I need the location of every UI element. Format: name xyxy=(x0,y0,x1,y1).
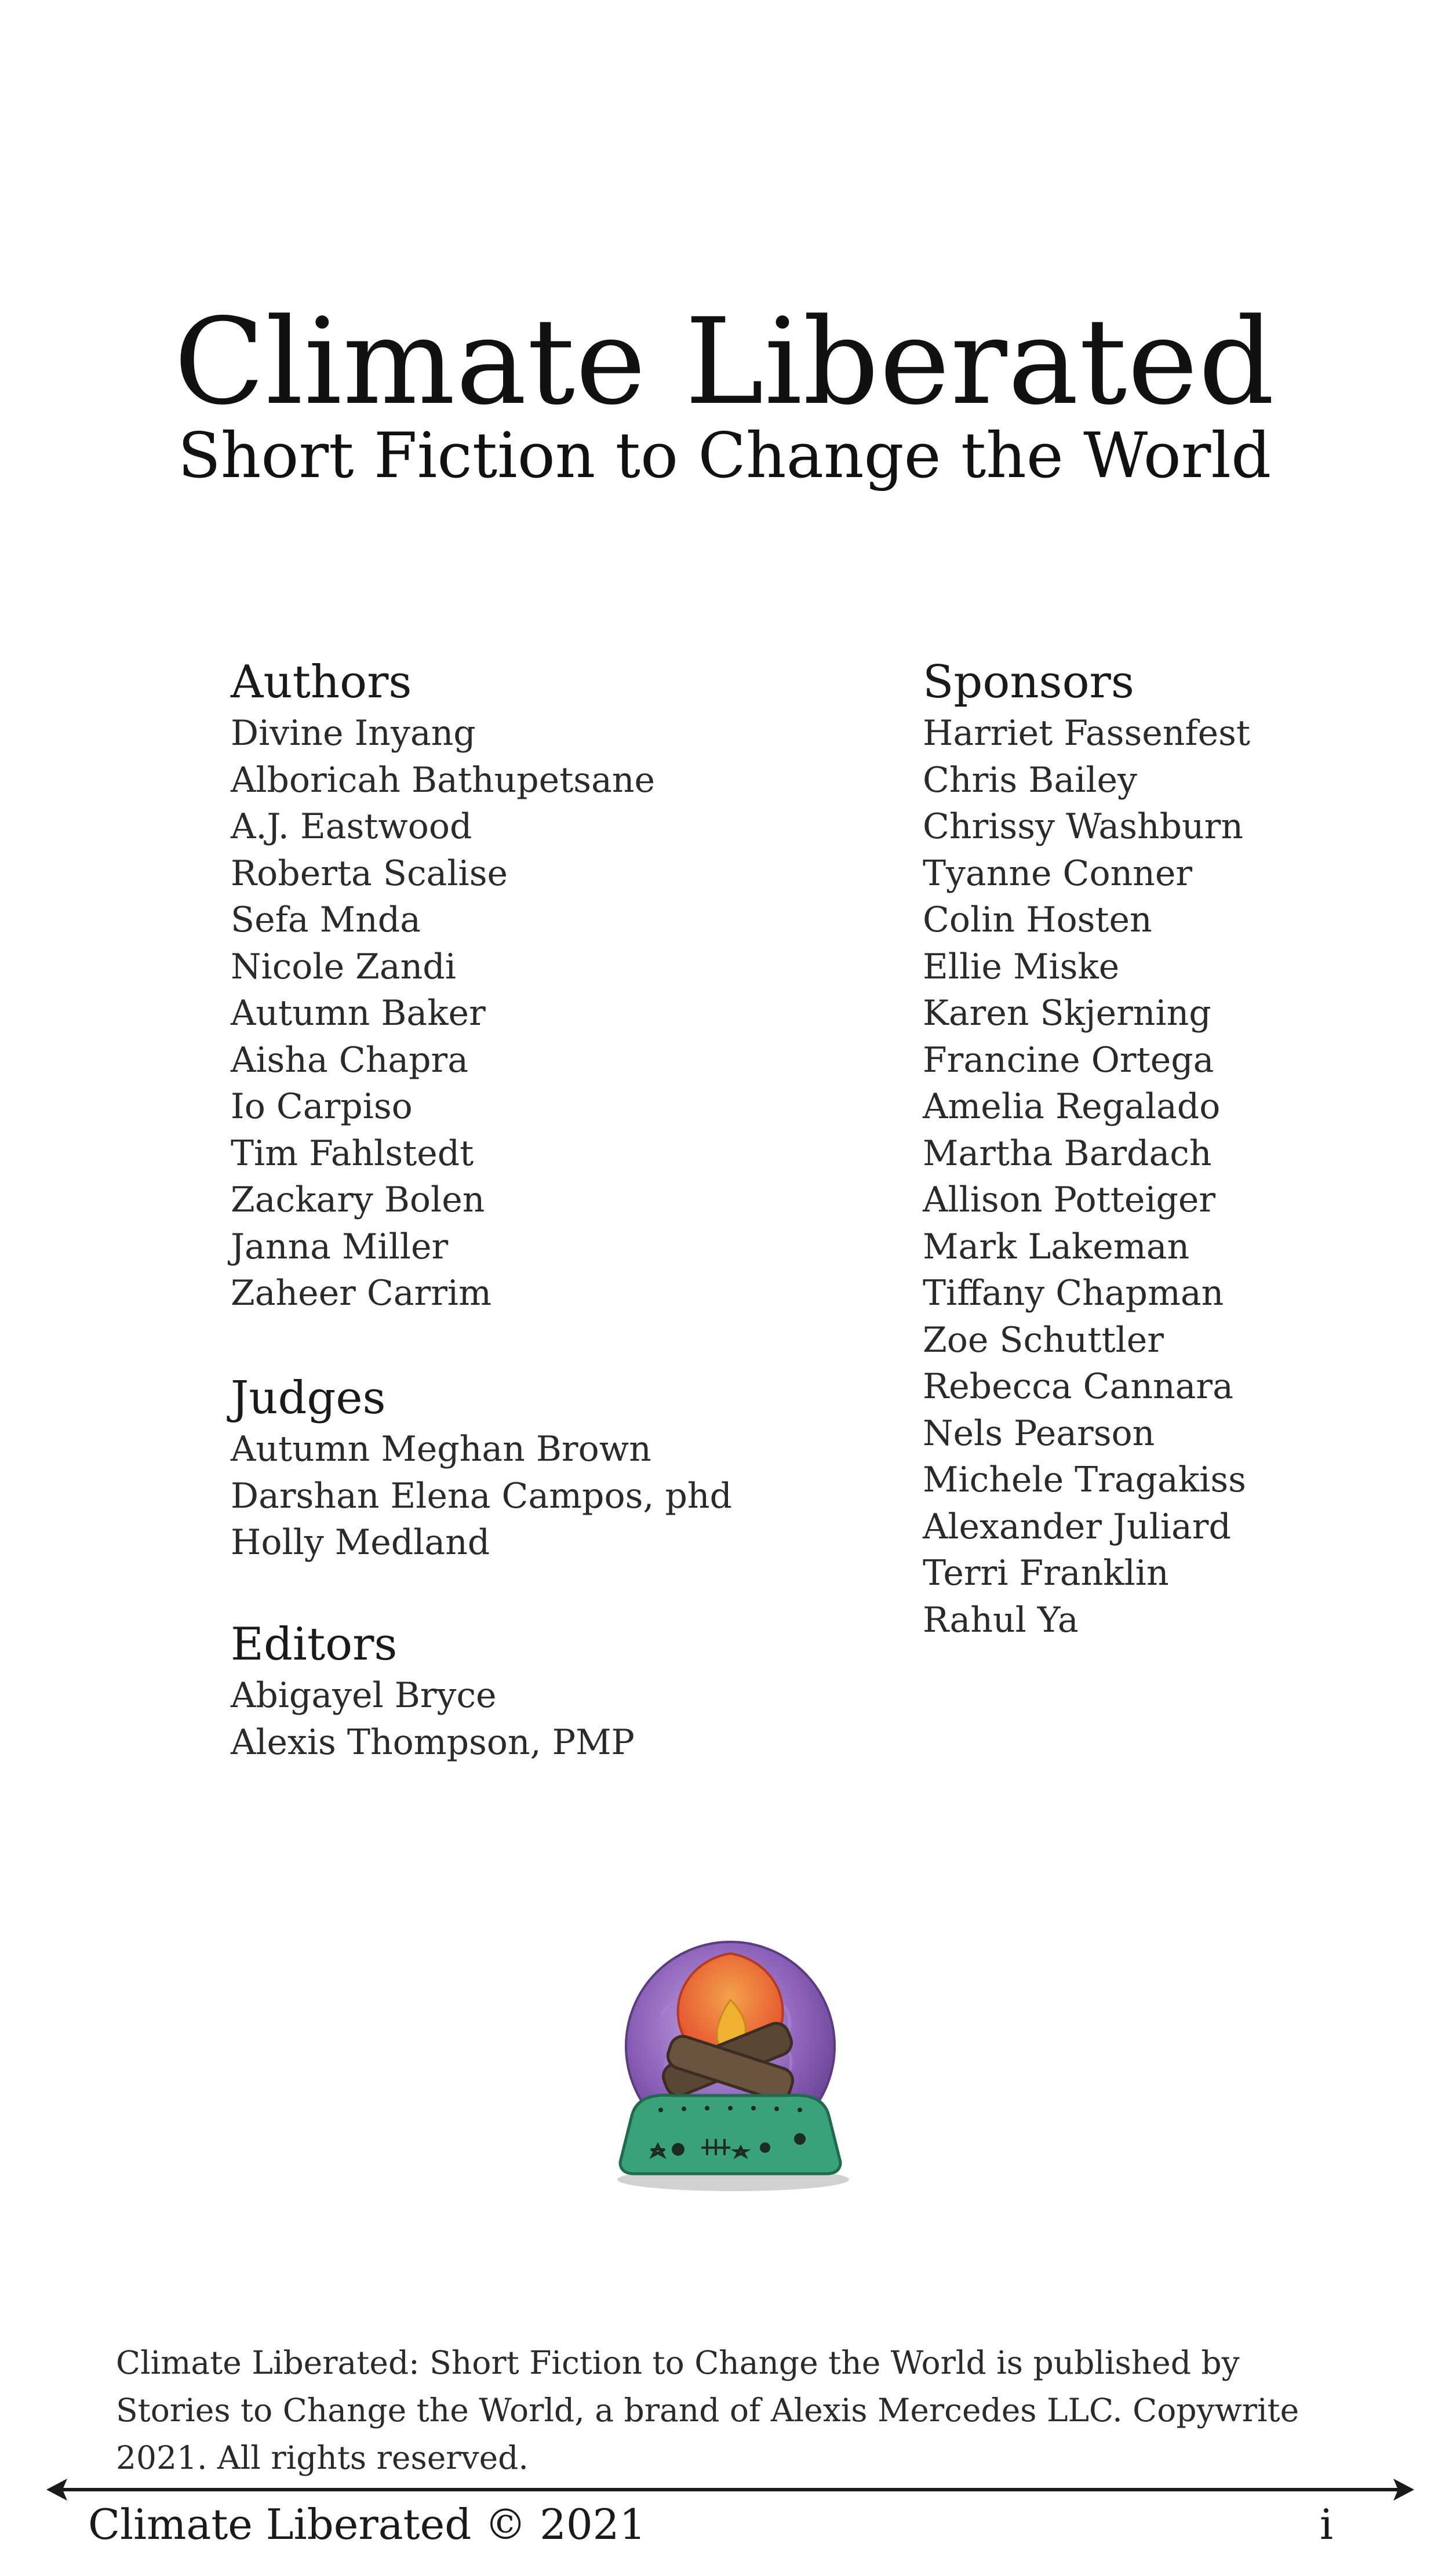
author-name: Tim Fahlstedt xyxy=(231,1133,474,1174)
authors-heading: Authors xyxy=(231,656,412,708)
book-subtitle: Short Fiction to Change the World xyxy=(177,420,1272,492)
page-number: i xyxy=(1319,2500,1333,2549)
author-name: Autumn Baker xyxy=(231,993,486,1034)
judge-name: Autumn Meghan Brown xyxy=(231,1429,651,1469)
author-name: Io Carpiso xyxy=(231,1086,413,1127)
author-name: A.J. Eastwood xyxy=(231,806,472,847)
sponsor-name: Colin Hosten xyxy=(923,900,1152,940)
sponsor-name: Amelia Regalado xyxy=(923,1086,1221,1127)
footer-title: Climate Liberated © 2021 xyxy=(88,2500,646,2549)
judges-section xyxy=(231,1371,732,1566)
sponsor-name: Nels Pearson xyxy=(923,1413,1155,1454)
sponsor-name: Zoe Schuttler xyxy=(923,1319,1164,1360)
sponsor-name: Mark Lakeman xyxy=(923,1226,1190,1267)
authors-list xyxy=(231,710,655,1317)
sponsor-name: Alexander Juliard xyxy=(923,1506,1231,1547)
author-name: Roberta Scalise xyxy=(231,853,508,894)
judge-name: Holly Medland xyxy=(231,1522,490,1563)
sponsor-name: Chrissy Washburn xyxy=(923,806,1244,847)
book-title: Climate Liberated xyxy=(174,293,1275,431)
judges-list xyxy=(231,1426,732,1566)
sponsors-heading: Sponsors xyxy=(923,656,1134,708)
sponsors-list xyxy=(923,710,1250,1643)
author-name: Aisha Chapra xyxy=(231,1039,468,1080)
sponsor-name: Terri Franklin xyxy=(923,1553,1169,1593)
sponsor-name: Allison Potteiger xyxy=(923,1180,1216,1220)
judges-heading: Judges xyxy=(231,1372,386,1424)
sponsor-name: Rebecca Cannara xyxy=(923,1366,1233,1407)
sponsor-name: Harriet Fassenfest xyxy=(923,713,1251,754)
sponsor-name: Rahul Ya xyxy=(923,1599,1079,1640)
sponsor-name: Michele Tragakiss xyxy=(923,1460,1246,1500)
author-name: Zackary Bolen xyxy=(231,1180,485,1220)
sponsor-name: Martha Bardach xyxy=(923,1133,1212,1174)
sponsor-name: Tiffany Chapman xyxy=(923,1273,1224,1314)
campfire-snow-globe-icon xyxy=(597,1919,864,2197)
author-name: Nicole Zandi xyxy=(231,946,456,987)
author-name: Divine Inyang xyxy=(231,713,476,754)
sponsor-name: Karen Skjerning xyxy=(923,993,1211,1034)
sponsors-section xyxy=(923,655,1250,1643)
editors-heading: Editors xyxy=(231,1618,398,1671)
editor-name: Alexis Thompson, PMP xyxy=(231,1722,635,1763)
sponsor-name: Chris Bailey xyxy=(923,759,1137,801)
author-name: Sefa Mnda xyxy=(231,900,421,940)
author-name: Janna Miller xyxy=(231,1226,449,1267)
author-name: Zaheer Carrim xyxy=(231,1273,492,1314)
editors-list xyxy=(231,1672,635,1766)
publisher-note: Climate Liberated: Short Fiction to Change the World is published by Stories to Change the World, a brand of Alexis Mercedes LLC. Copywrite 2021. All rights reserved. xyxy=(116,2344,1299,2476)
judge-name: Darshan Elena Campos, phd xyxy=(231,1475,732,1516)
sponsor-name: Tyanne Conner xyxy=(923,853,1193,894)
editors-section xyxy=(231,1617,635,1766)
authors-section xyxy=(231,655,655,1317)
sponsor-name: Ellie Miske xyxy=(923,946,1120,987)
author-name: Alboricah Bathupetsane xyxy=(231,759,656,801)
editor-name: Abigayel Bryce xyxy=(231,1675,497,1716)
sponsor-name: Francine Ortega xyxy=(923,1039,1214,1080)
